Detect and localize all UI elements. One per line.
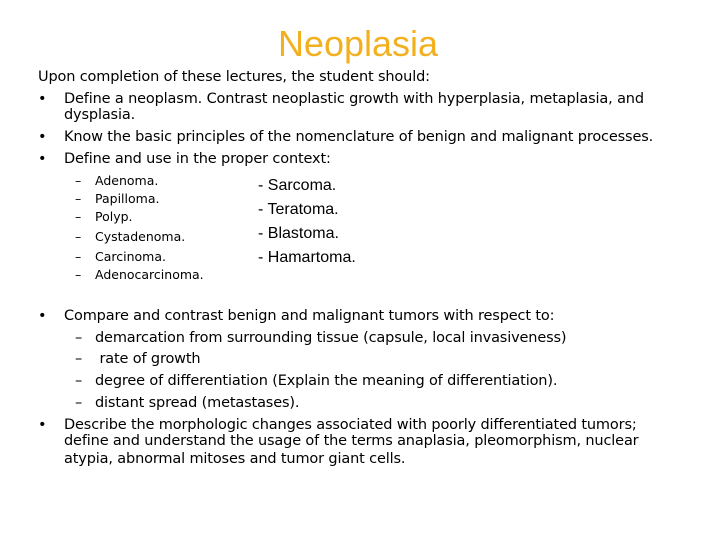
bullet-line: atypia, abnormal mitoses and tumor giant cells.: [64, 451, 406, 467]
bullet-line: Describe the morphologic changes associated with poorly differentiated tumors;: [64, 417, 637, 433]
bullet-line: Define a neoplasm. Contrast neoplastic growth with hyperplasia, metaplasia, and: [64, 91, 644, 107]
bullet-line: dysplasia.: [64, 107, 136, 123]
bullet-line: Define and use in the proper context:: [64, 151, 331, 167]
term-sarcoma: - Sarcoma.: [258, 177, 337, 194]
bullet-mark: •: [38, 417, 47, 433]
intro-text: Upon completion of these lectures, the student should:: [38, 69, 430, 85]
term-label: Polyp.: [95, 209, 133, 224]
dash-mark: –: [75, 209, 82, 224]
dash-mark: –: [75, 191, 82, 206]
term-label: Adenocarcinoma.: [95, 267, 204, 282]
slide-title: [0, 22, 720, 66]
bullet-mark: •: [38, 308, 47, 324]
dash-mark: –: [75, 229, 82, 244]
dash-mark: –: [75, 373, 83, 389]
dash-mark: –: [75, 267, 82, 282]
title-text: Neoplasia: [277, 23, 439, 64]
term-label: Adenoma.: [95, 173, 159, 188]
dash-mark: –: [75, 330, 83, 346]
term-teratoma: - Teratoma.: [258, 201, 339, 218]
bullet-line: Compare and contrast benign and malignant tumors with respect to:: [64, 308, 555, 324]
compare-label: degree of differentiation (Explain the meaning of differentiation).: [95, 373, 558, 389]
term-label: Papilloma.: [95, 191, 160, 206]
compare-label: distant spread (metastases).: [95, 395, 300, 411]
term-blastoma: - Blastoma.: [258, 225, 339, 242]
dash-mark: –: [75, 173, 82, 188]
compare-label: rate of growth: [95, 351, 201, 367]
bullet-mark: •: [38, 91, 47, 107]
bullet-mark: •: [38, 129, 47, 145]
dash-mark: –: [75, 351, 83, 367]
bullet-mark: •: [38, 151, 47, 167]
bullet-line: Know the basic principles of the nomenclature of benign and malignant processes.: [64, 129, 654, 145]
dash-mark: –: [75, 395, 83, 411]
term-label: Carcinoma.: [95, 249, 166, 264]
term-label: Cystadenoma.: [95, 229, 186, 244]
bullet-line: define and understand the usage of the terms anaplasia, pleomorphism, nuclear: [64, 433, 639, 449]
compare-label: demarcation from surrounding tissue (capsule, local invasiveness): [95, 330, 567, 346]
dash-mark: –: [75, 249, 82, 264]
term-hamartoma: - Hamartoma.: [258, 249, 356, 266]
